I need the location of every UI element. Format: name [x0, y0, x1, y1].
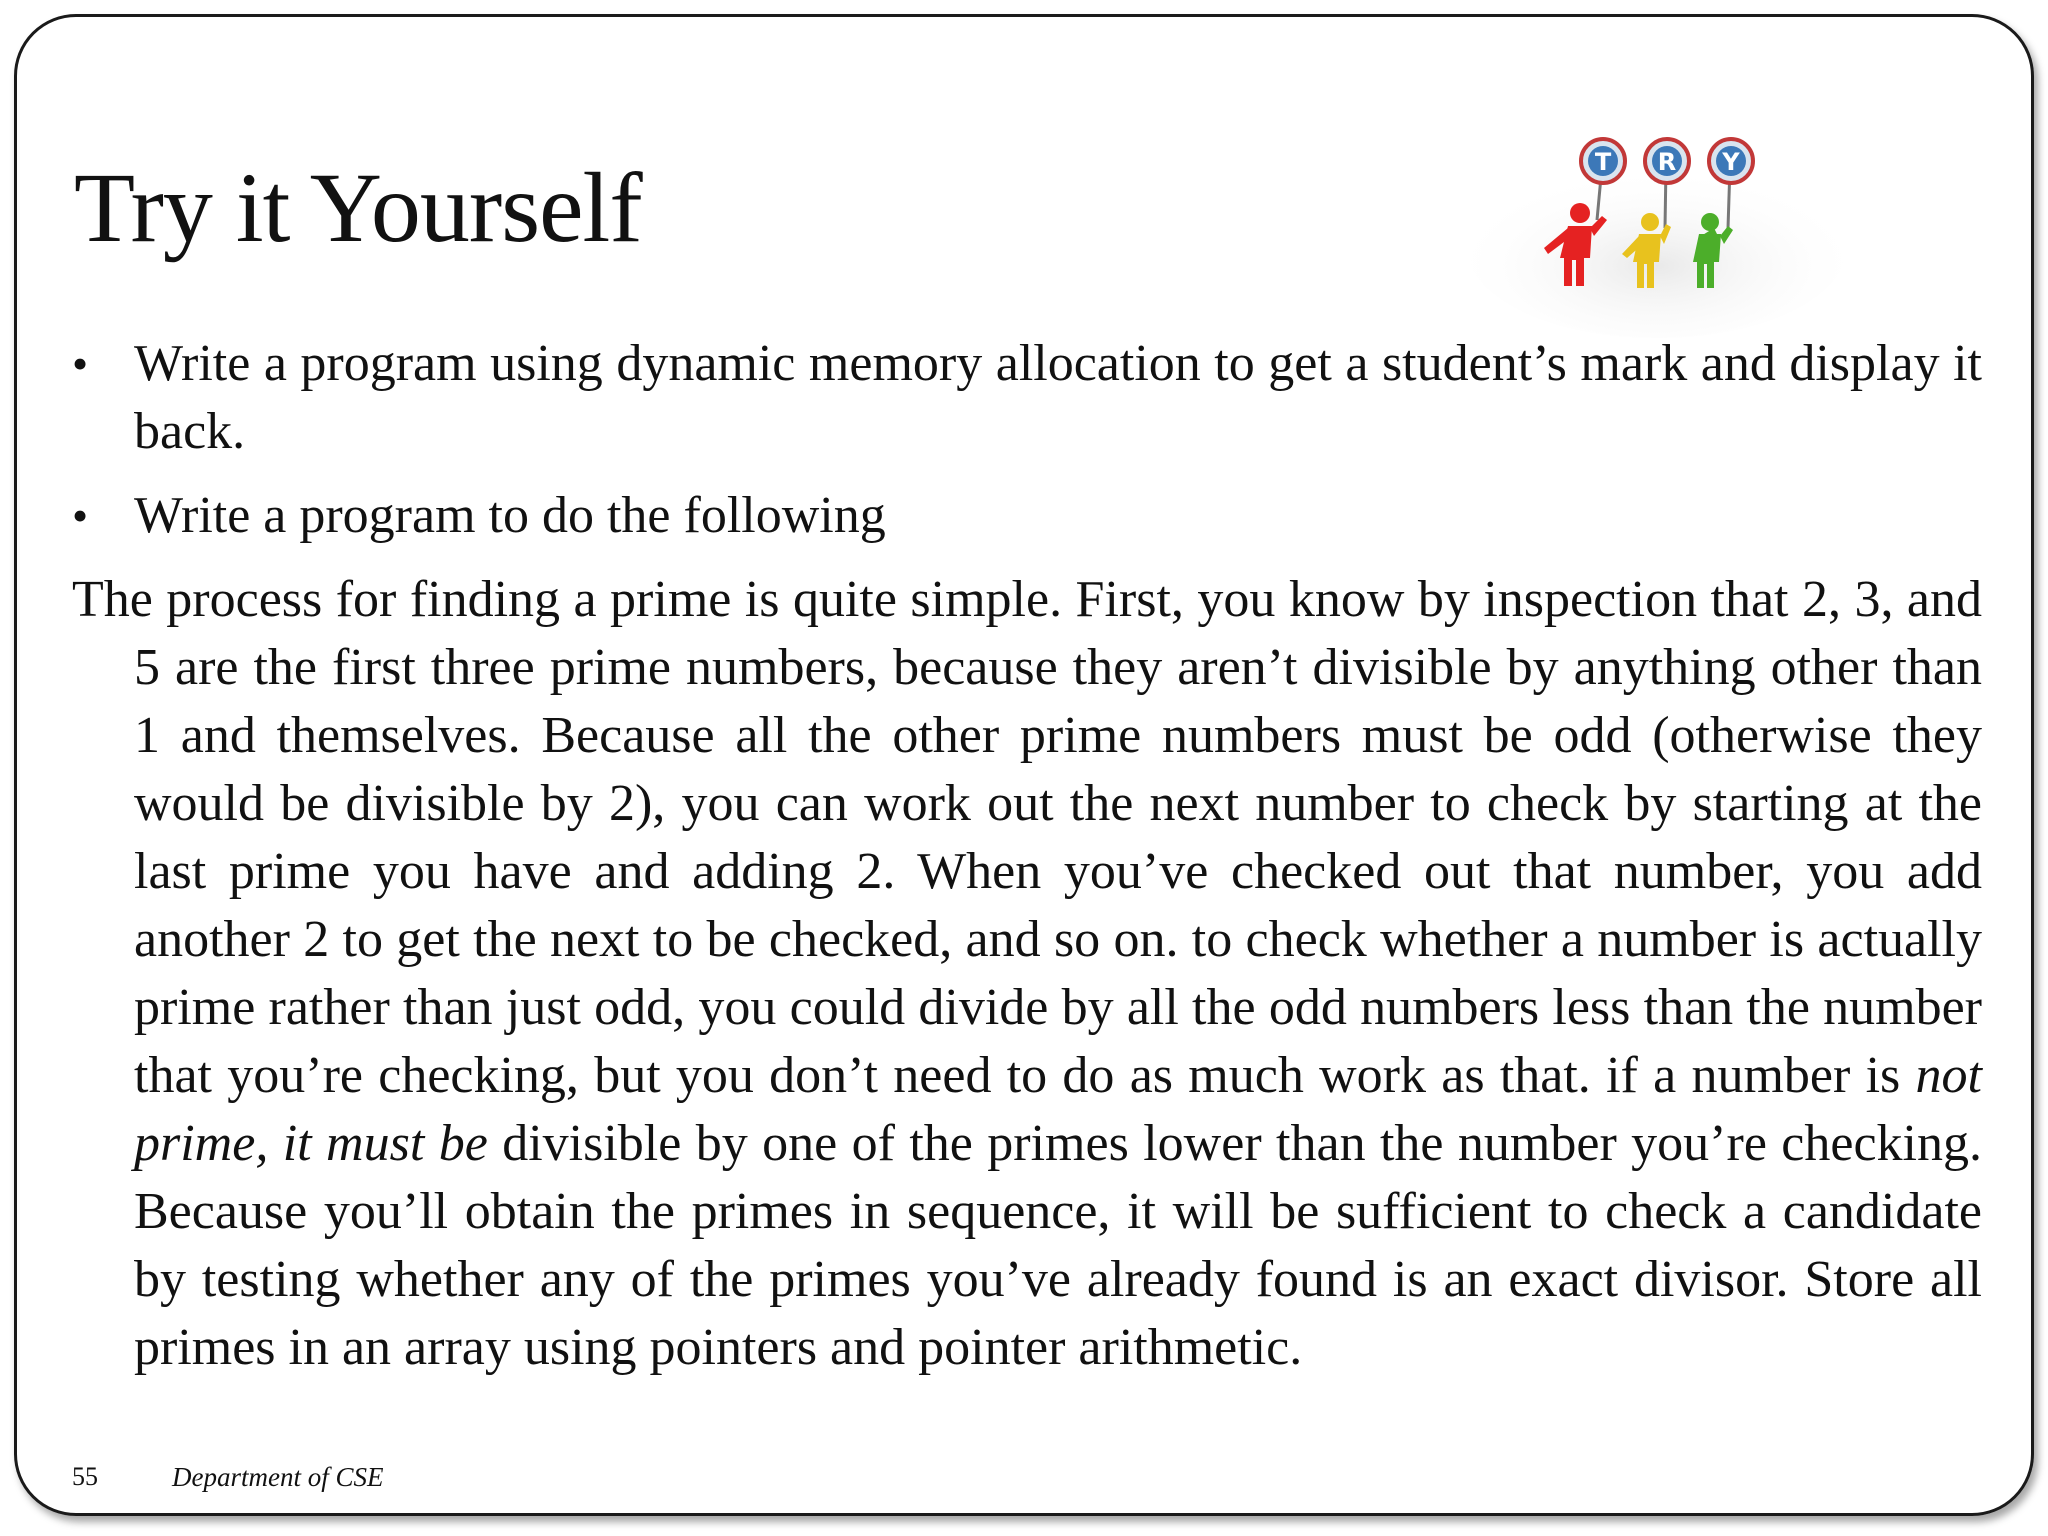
bullet-item: [72, 330, 1982, 466]
svg-text:R: R: [1657, 148, 1677, 176]
try-people-icon: [1452, 128, 1852, 338]
page-number: 55: [72, 1462, 98, 1491]
bullet-list: [72, 330, 1982, 550]
bullet-text: Write a program to do the following: [134, 487, 886, 544]
slide-title: Try it Yourself: [74, 152, 642, 263]
svg-text:T: T: [1594, 148, 1612, 176]
svg-text:Y: Y: [1722, 148, 1740, 176]
bullet-dot: •: [72, 490, 89, 541]
paragraph-part-1: The process for finding a prime is quite simple. First, you know by inspection that 2, 3, and 5 are the first three prime numbers, because they aren’t divisible by anything other than 1 and themselves. Because all the other prime numbers must be odd (otherwise they would be divisible by 2), you can work out the next number to check by starting at the last prime you have and adding 2. When you’ve checked out that number, you add another 2 to get the next to be checked, and so on. to check whether a number is actually prime rather than just odd, you could divide by all the odd numbers less than the number that you’re checking, but you don’t need to do as much work as that. if a number is: [72, 571, 1982, 1104]
bullet-text: Write a program using dynamic memory allocation to get a student’s mark and display it back.: [134, 335, 1982, 460]
paragraph-part-2: divisible by one of the primes lower than the number you’re checking. Because you’ll obtain the primes in sequence, it will be sufficient to check a candidate by testing whether any of the primes you’ve already found is an exact divisor. Store all primes in an array using pointers and pointer arithmetic.: [134, 1115, 1982, 1376]
paragraph-italic: not prime, it must be: [134, 1047, 1982, 1172]
department-label: Department of CSE: [172, 1462, 384, 1492]
prime-paragraph: [72, 566, 1982, 1382]
slide-body: [72, 330, 1982, 1382]
bullet-dot: •: [72, 338, 89, 389]
bullet-item: [72, 482, 1982, 550]
